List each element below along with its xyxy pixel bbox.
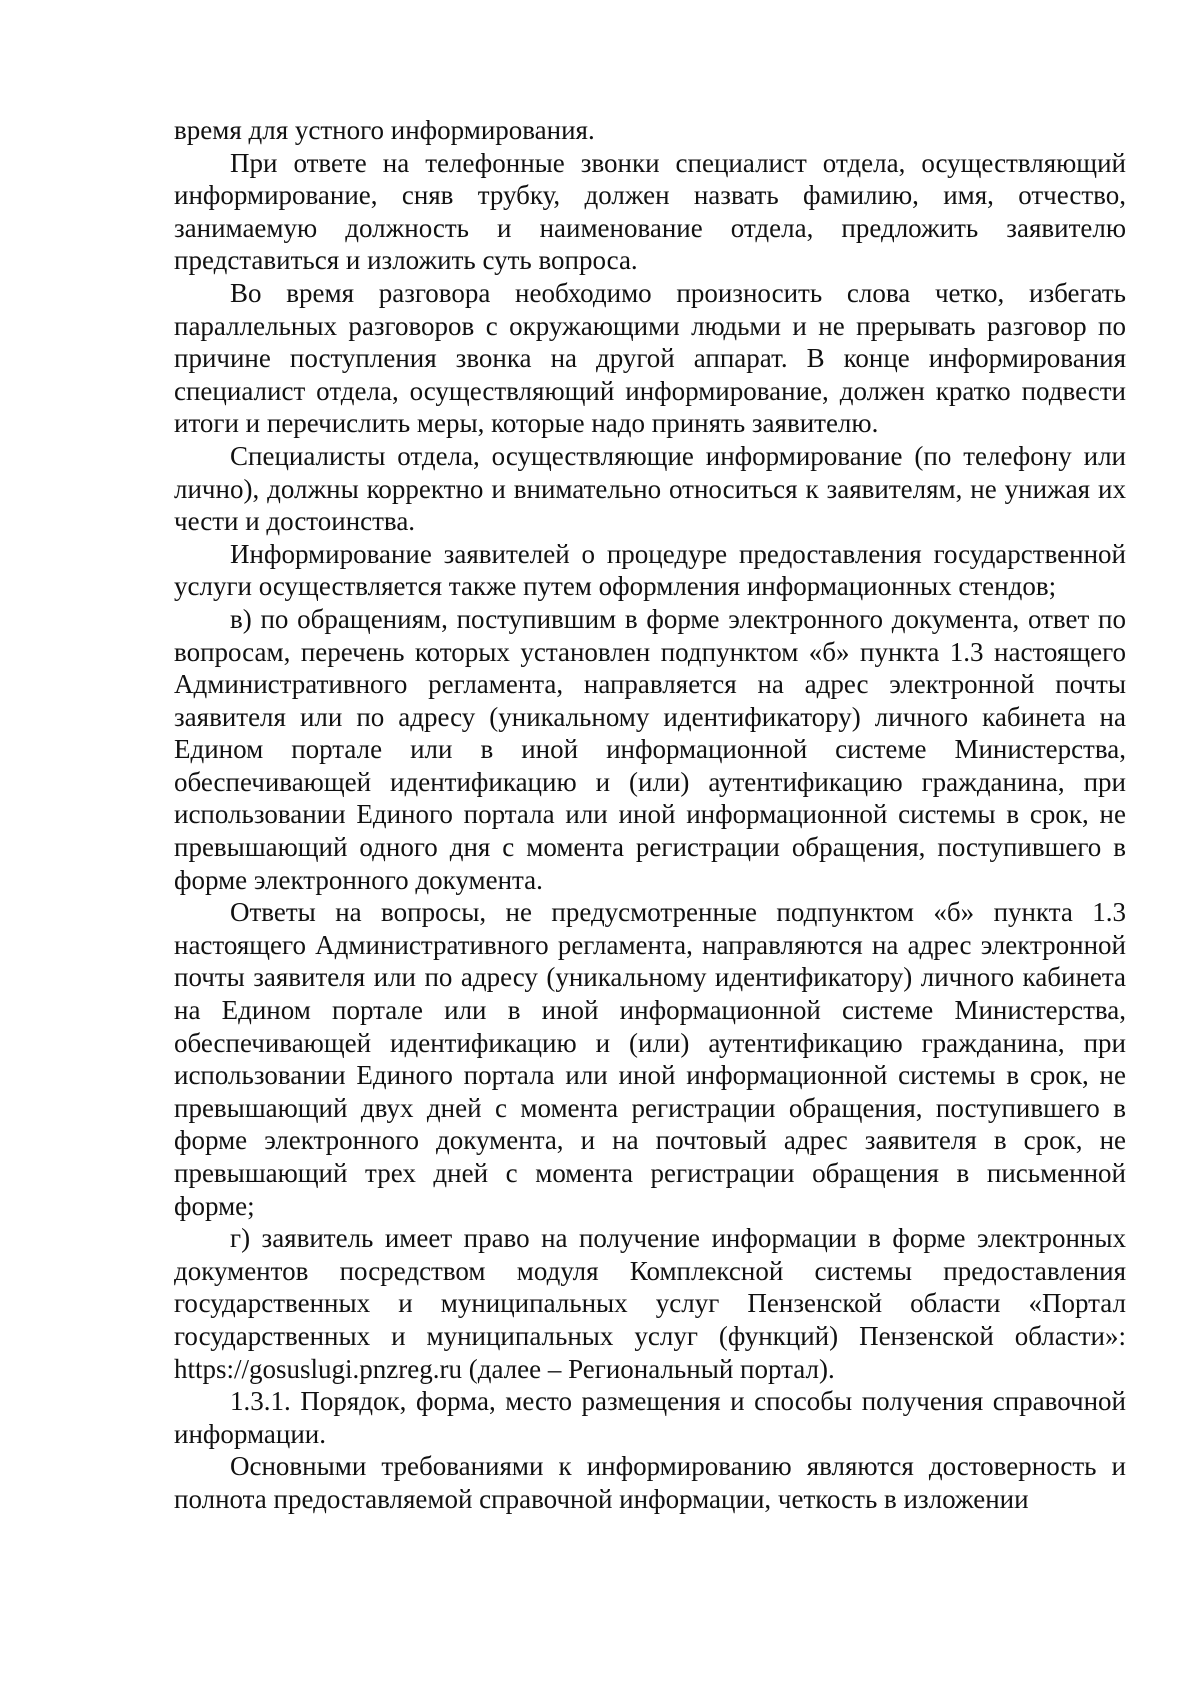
paragraph-phone-calls: При ответе на телефонные звонки специалист отдела, осуществляющий информирование, сняв трубку, должен назвать фамилию, имя, отчество, занимаемую должность и наименование отдела, предложить заявителю представиться и изложить суть вопроса. <box>174 147 1126 276</box>
document-page <box>174 114 1126 1516</box>
paragraph-other-questions: Ответы на вопросы, не предусмотренные подпунктом «б» пункта 1.3 настоящего Административного регламента, направляются на адрес электронной почты заявителя или по адресу (уникальному идентификатору) личного кабинета на Едином портале или в иной информационной системе Министерства, обеспечивающей идентификацию и (или) аутентификацию гражданина, при использовании Единого портала или иной информационной системы в срок, не превышающий двух дней с момента регистрации обращения, поступившего в форме электронного документа, и на почтовый адрес заявителя в срок, не превышающий трех дней с момента регистрации обращения в письменной форме; <box>174 897 1126 1221</box>
paragraph-main-requirements: Основными требованиями к информированию являются достоверность и полнота предоставляемой справочной информации, четкость в изложении <box>174 1451 1126 1514</box>
paragraph-specialists-conduct: Специалисты отдела, осуществляющие информирование (по телефону или лично), должны корректно и внимательно относиться к заявителям, не унижая их чести и достоинства. <box>174 440 1126 537</box>
paragraph-item-g: г) заявитель имеет право на получение информации в форме электронных документов посредством модуля Комплексной системы предоставления государственных и муниципальных услуг Пензенской области «Портал государственных и муниципальных услуг (функций) Пензенской области»: https://gosuslugi.pnzreg.ru (далее – Региональный портал). <box>174 1223 1126 1384</box>
paragraph-conversation-rules: Во время разговора необходимо произносить слова четко, избегать параллельных разговоров с окружающими людьми и не прерывать разговор по причине поступления звонка на другой аппарат. В конце информирования специалист отдела, осуществляющий информирование, должен кратко подвести итоги и перечислить меры, которые надо принять заявителю. <box>174 277 1126 439</box>
paragraph-information-stands: Информирование заявителей о процедуре предоставления государственной услуги осуществляется также путем оформления информационных стендов; <box>174 538 1126 602</box>
paragraph-item-v: в) по обращениям, поступившим в форме электронного документа, ответ по вопросам, перечень которых установлен подпунктом «б» пункта 1.3 настоящего Административного регламента, направляется на адрес электронной почты заявителя или по адресу (уникальному идентификатору) личного кабинета на Едином портале или в иной информационной системе Министерства, обеспечивающей идентификацию и (или) аутентификацию гражданина, при использовании Единого портала или иной информационной системы в срок, не превышающий одного дня с момента регистрации обращения, поступившего в форме электронного документа. <box>174 603 1126 895</box>
paragraph-continuation: время для устного информирования. <box>174 115 595 145</box>
paragraph-section-1-3-1: 1.3.1. Порядок, форма, место размещения и способы получения справочной информации. <box>174 1386 1126 1449</box>
